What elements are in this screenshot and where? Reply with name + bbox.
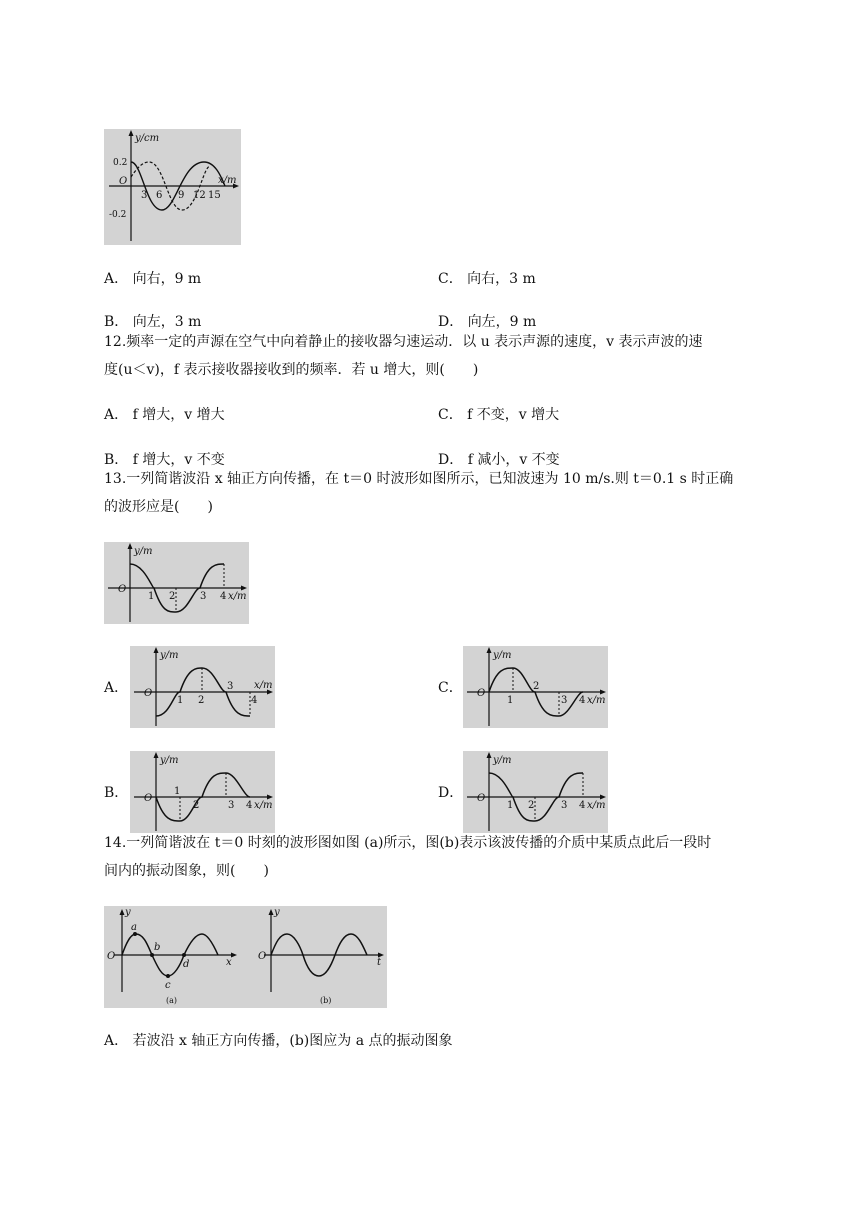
q11-option-b-letter: B．: [104, 314, 129, 330]
q11-x-axis-label: x/m: [218, 175, 237, 186]
q11-origin: O: [119, 176, 128, 187]
q13-d-x-tick-2: 2: [528, 800, 535, 811]
q14-figure: [104, 906, 387, 1008]
q13-d-y-label: y/m: [493, 755, 512, 766]
q13-option-a-figure[interactable]: [130, 646, 275, 728]
q12-option-a[interactable]: [104, 405, 225, 425]
q13-d-x-tick-4: 4: [579, 800, 586, 811]
q11-option-a-letter: A．: [104, 271, 129, 287]
q13-a-origin: O: [144, 688, 153, 699]
q12-stem: [104, 328, 756, 384]
q14-b-t-label: t: [377, 957, 382, 968]
q13-c-x-label: x/m: [587, 695, 606, 706]
q11-x-tick-9: 9: [178, 190, 185, 201]
q11-wave-figure: [104, 129, 241, 245]
q14-caption-b: (b): [320, 996, 332, 1005]
q13-c-y-label: y/m: [493, 650, 512, 661]
q13-b-x-tick-4: 4: [246, 800, 253, 811]
q13-main-figure: [104, 542, 249, 624]
q13-option-d-letter[interactable]: D．: [438, 785, 464, 801]
q12-option-c-letter: C．: [438, 407, 463, 423]
q12-stem-line2: 度(u＜v)，f 表示接收器接收到的频率．若 u 增大，则( ): [104, 362, 479, 378]
q12-option-b-letter: B．: [104, 452, 129, 468]
q13-main-x-tick-4: 4: [220, 591, 227, 602]
q14-option-a-text: 若波沿 x 轴正方向传播，(b)图应为 a 点的振动图象: [132, 1033, 453, 1049]
q13-a-x-tick-3: 3: [227, 681, 234, 692]
q11-option-c-letter: C．: [438, 271, 463, 287]
q13-c-x-tick-1: 1: [507, 695, 514, 706]
q12-option-d-text: f 减小，v 不变: [467, 452, 560, 468]
q11-x-tick-6: 6: [156, 190, 163, 201]
q13-option-b-letter[interactable]: B．: [104, 785, 129, 801]
q11-option-a[interactable]: [104, 269, 201, 289]
q13-a-x-label: x/m: [254, 680, 273, 691]
q14-point-a: a: [131, 922, 137, 933]
q11-option-c-text: 向右，3 m: [467, 271, 536, 287]
q13-d-x-tick-1: 1: [507, 800, 514, 811]
q13-c-x-tick-4: 4: [579, 695, 586, 706]
q13-a-y-label: y/m: [160, 650, 179, 661]
q13-stem: [104, 465, 756, 521]
q13-d-x-label: x/m: [587, 800, 606, 811]
q14-a-x-label: x: [226, 957, 232, 968]
q11-y-tick-pos: 0.2: [113, 158, 128, 168]
q12-option-c-text: f 不变，v 增大: [467, 407, 560, 423]
q13-main-y-label: y/m: [134, 546, 153, 557]
q13-d-x-tick-3: 3: [561, 800, 568, 811]
q13-stem-line2: 的波形应是( ): [104, 499, 213, 515]
q11-x-tick-12: 12: [193, 190, 206, 201]
q14-stem: [104, 829, 756, 885]
q13-b-x-label: x/m: [254, 800, 273, 811]
q13-b-y-label: y/m: [160, 755, 179, 766]
q13-b-x-tick-1: 1: [174, 786, 181, 797]
q14-point-d: d: [183, 959, 190, 970]
q11-x-tick-3: 3: [141, 190, 148, 201]
q12-option-c[interactable]: [438, 405, 559, 425]
q13-option-b-figure[interactable]: [130, 751, 275, 833]
q14-a-y-label: y: [125, 907, 131, 918]
q13-b-x-tick-2: 2: [193, 800, 200, 811]
q13-option-d-figure[interactable]: [463, 751, 608, 833]
q13-d-origin: O: [477, 793, 486, 804]
q12-option-d-letter: D．: [438, 452, 464, 468]
q13-stem-line1: 13.一列简谐波沿 x 轴正方向传播，在 t＝0 时波形如图所示，已知波速为 10 m/s.则 t＝0.1 s 时正确: [104, 471, 734, 487]
q13-b-origin: O: [144, 793, 153, 804]
q11-option-a-text: 向右，9 m: [132, 271, 202, 287]
q13-a-x-tick-1: 1: [177, 695, 184, 706]
q13-main-x-tick-3: 3: [200, 591, 207, 602]
q14-b-y-label: y: [274, 907, 280, 918]
q13-option-c-letter[interactable]: C．: [438, 680, 463, 696]
q14-option-a-letter: A．: [104, 1033, 129, 1049]
q14-caption-a: (a): [166, 996, 178, 1005]
q13-a-x-tick-4: 4: [251, 695, 258, 706]
q12-option-a-letter: A．: [104, 407, 129, 423]
q11-x-tick-15: 15: [208, 190, 221, 201]
q11-y-axis-label: y/cm: [135, 133, 160, 144]
q13-main-x-tick-1: 1: [148, 591, 155, 602]
q11-option-b-text: 向左，3 m: [132, 314, 202, 330]
q11-option-c[interactable]: [438, 269, 536, 289]
q12-option-a-text: f 增大，v 增大: [132, 407, 225, 423]
q14-b-origin: O: [258, 951, 267, 962]
q12-stem-line1: 12.频率一定的声源在空气中向着静止的接收器匀速运动．以 u 表示声源的速度，v 表示声波的速: [104, 334, 703, 350]
q13-main-origin: O: [118, 584, 127, 595]
q14-point-c: c: [165, 980, 171, 991]
q13-a-x-tick-2: 2: [198, 695, 205, 706]
q13-c-origin: O: [477, 688, 486, 699]
q12-option-b-text: f 增大，v 不变: [132, 452, 225, 468]
q13-c-x-tick-3: 3: [561, 695, 568, 706]
q14-stem-line1: 14.一列简谐波在 t＝0 时刻的波形图如图 (a)所示，图(b)表示该波传播的介质中某质点此后一段时: [104, 835, 712, 851]
q11-option-d-letter: D．: [438, 314, 464, 330]
q14-stem-line2: 间内的振动图象，则( ): [104, 863, 269, 879]
q13-option-c-figure[interactable]: [463, 646, 608, 728]
q13-c-x-tick-2: 2: [533, 681, 540, 692]
q13-main-x-tick-2: 2: [169, 591, 176, 602]
q14-option-a[interactable]: [104, 1031, 453, 1051]
q13-option-a-letter[interactable]: A．: [104, 680, 129, 696]
q11-y-tick-neg: -0.2: [109, 210, 127, 220]
q14-point-b: b: [154, 942, 161, 953]
q13-b-x-tick-3: 3: [228, 800, 235, 811]
q14-a-origin: O: [107, 951, 116, 962]
q13-main-x-label: x/m: [228, 591, 247, 602]
q11-option-d-text: 向左，9 m: [467, 314, 537, 330]
